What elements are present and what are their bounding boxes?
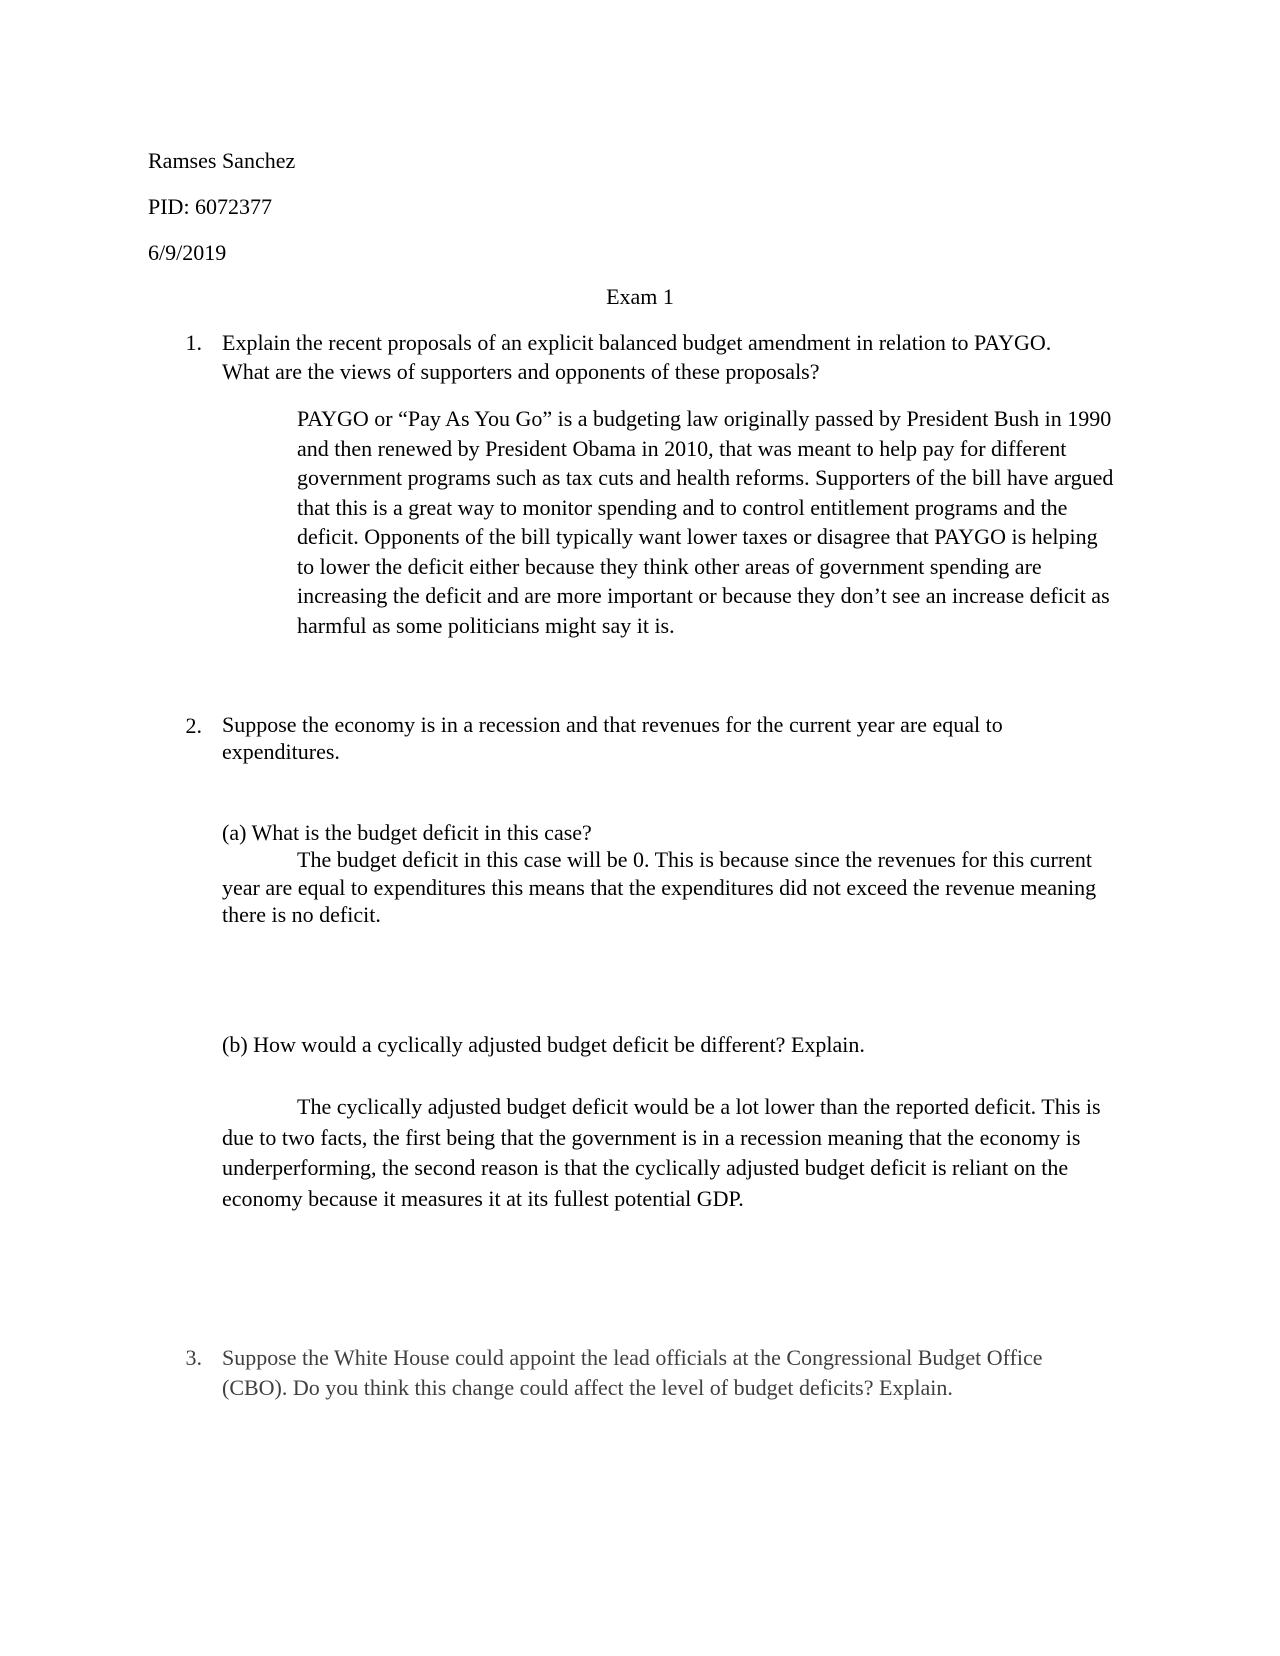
exam-title: Exam 1 [606,284,674,309]
exam-date: 6/9/2019 [148,240,227,265]
question-1-number: 1. [185,330,202,355]
question-3-number: 3. [185,1345,202,1370]
question-3-prompt: Suppose the White House could appoint the lead officials at the Congressional Budget Office (CBO). Do you think this change could affect the level of budget deficits? Explain. [222,1345,1043,1400]
question-2a-answer: The budget deficit in this case will be 0. This is because since the revenues for this current year are equal to expenditures this means that the expenditures did not exceed the revenue meaning there is no deficit. [222,847,1097,927]
question-2b-answer: The cyclically adjusted budget deficit would be a lot lower than the reported deficit. This is due to two facts, the first being that the government is in a recession meaning that the economy is underperforming, the second reason is that the cyclically adjusted budget deficit is reliant on the economy because it measures it at its fullest potential GDP. [222,1094,1101,1211]
question-2-number: 2. [185,713,202,738]
question-1-answer: PAYGO or “Pay As You Go” is a budgeting law originally passed by President Bush in 1990 and then renewed by President Obama in 2010, that was meant to help pay for different government programs such as tax cuts and health reforms. Supporters of the bill have argued that this is a great way to monitor spending and to control entitlement programs and the deficit. Opponents of the bill typically want lower taxes or disagree that PAYGO is helping to lower the deficit either because they think other areas of government spending are increasing the deficit and are more important or because they don’t see an increase deficit as harmful as some politicians might say it is. [297,406,1114,638]
question-1-prompt: Explain the recent proposals of an explicit balanced budget amendment in relation to PAYGO. What are the views of supporters and opponents of these proposals? [222,330,1052,384]
student-name: Ramses Sanchez [148,148,296,173]
student-pid: PID: 6072377 [148,194,273,219]
question-2a-prompt: (a) What is the budget deficit in this case? [222,820,592,845]
question-2b-prompt: (b) How would a cyclically adjusted budget deficit be different? Explain. [222,1032,865,1057]
question-2-prompt: Suppose the economy is in a recession and that revenues for the current year are equal to expenditures. [222,712,1003,764]
